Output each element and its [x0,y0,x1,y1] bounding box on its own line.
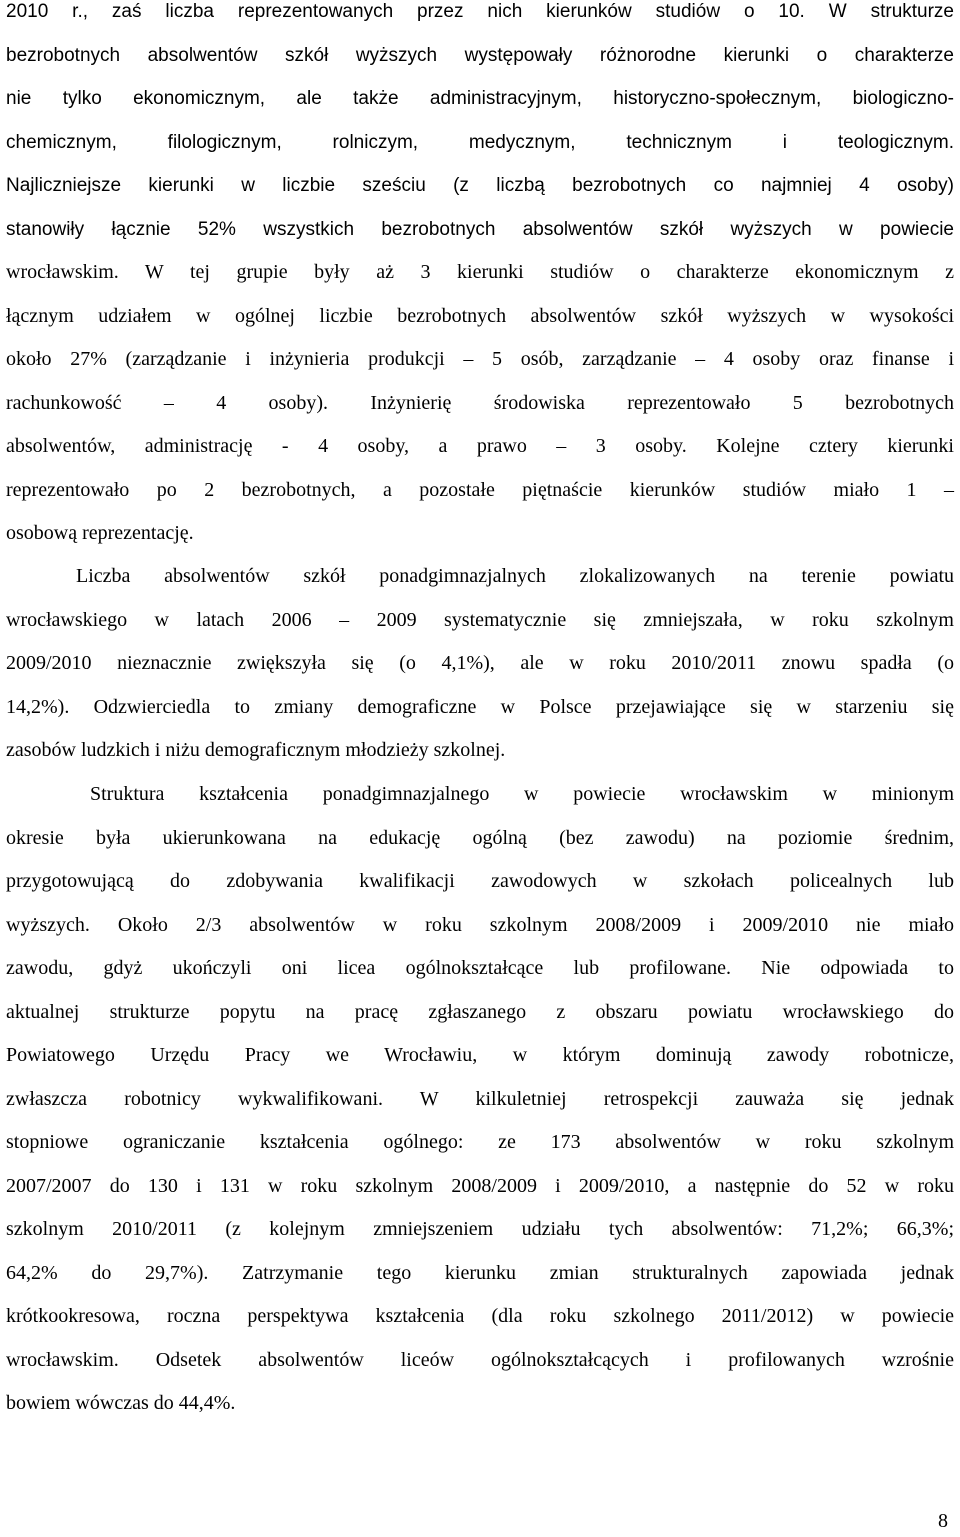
text-line: reprezentowało po 2 bezrobotnych, a pozostałe piętnaście kierunków studiów miało 1 – [6,478,954,501]
text-line: absolwentów, administrację - 4 osoby, a prawo – 3 osoby. Kolejne cztery kierunki [6,435,954,457]
text-line: wrocławskim. Odsetek absolwentów liceów ogólnokształcących i profilowanych wzrośnie [6,1348,954,1371]
text-line: bezrobotnych absolwentów szkół wyższych występowały różnorodne kierunki o charakterze [6,44,954,66]
text-line: 14,2%). Odzwierciedla to zmiany demograficzne w Polsce przejawiające się w starzeniu się [6,695,954,718]
page-number: 8 [938,1510,948,1532]
paragraph-secondary-graduates-count [6,555,954,773]
text-line: chemicznym, filologicznym, rolniczym, medycznym, technicznym i teologicznym. [6,131,954,153]
text-line: szkolnym 2010/2011 (z kolejnym zmniejszeniem udziału tych absolwentów: 71,2%; 66,3%; [6,1218,954,1240]
text-line: aktualnej strukturze popytu na pracę zgłaszanego z obszaru powiatu wrocławskiego do [6,1000,954,1023]
text-line: wyższych. Około 2/3 absolwentów w roku szkolnym 2008/2009 i 2009/2010 nie miało [6,913,954,936]
text-line: stopniowe ograniczanie kształcenia ogólnego: ze 173 absolwentów w roku szkolnym [6,1131,954,1153]
text-line: stanowiły łącznie 52% wszystkich bezrobotnych absolwentów szkół wyższych w powiecie [6,218,954,240]
text-line: Powiatowego Urzędu Pracy we Wrocławiu, w którym dominują zawody robotnicze, [6,1044,954,1066]
text-line: rachunkowość – 4 osoby). Inżynierię środowiska reprezentowało 5 bezrobotnych [6,391,954,414]
text-line: przygotowującą do zdobywania kwalifikacji zawodowych w szkołach policealnych lub [6,870,954,892]
text-line: 2010 r., zaś liczba reprezentowanych przez nich kierunków studiów o 10. W strukturze [6,1,954,22]
text-line: krótkookresowa, roczna perspektywa kształcenia (dla roku szkolnego 2011/2012) w powiecie [6,1305,954,1327]
text-line: 64,2% do 29,7%). Zatrzymanie tego kierunku zmian strukturalnych zapowiada jednak [6,1261,954,1284]
text-line: zwłaszcza robotnicy wykwalifikowani. W kilkuletniej retrospekcji zauważa się jednak [6,1087,954,1110]
text-line: około 27% (zarządzanie i inżynieria produkcji – 5 osób, zarządzanie – 4 osoby oraz finanse i [6,348,954,370]
paragraph-education-structure [6,773,954,1426]
text-line: nie tylko ekonomicznym, ale także administracyjnym, historyczno-społecznym, biologiczno- [6,88,954,109]
text-line: Liczba absolwentów szkół ponadgimnazjalnych zlokalizowanych na terenie powiatu [76,565,954,587]
paragraph-unemployed-graduates [6,0,954,556]
text-line: wrocławskiego w latach 2006 – 2009 systematycznie się zmniejszała, w roku szkolnym [6,608,954,631]
text-line: zasobów ludzkich i niżu demograficznym młodzieży szkolnej. [6,739,506,761]
text-line: zawodu, gdyż ukończyli oni licea ogólnokształcące lub profilowane. Nie odpowiada to [6,957,954,979]
text-line: łącznym udziałem w ogólnej liczbie bezrobotnych absolwentów szkół wyższych w wysokości [6,304,954,327]
text-line: wrocławskim. W tej grupie były aż 3 kierunki studiów o charakterze ekonomicznym z [6,261,954,283]
text-line: osobową reprezentację. [6,522,194,544]
text-line: Struktura kształcenia ponadgimnazjalnego w powiecie wrocławskim w minionym [90,783,954,805]
text-line: 2009/2010 nieznacznie zwiększyła się (o 4,1%), ale w roku 2010/2011 znowu spadła (o [6,652,954,674]
text-line: Najliczniejsze kierunki w liczbie sześciu (z liczbą bezrobotnych co najmniej 4 osoby) [6,175,954,196]
text-line: bowiem wówczas do 44,4%. [6,1392,236,1414]
text-line: 2007/2007 do 130 i 131 w roku szkolnym 2008/2009 i 2009/2010, a następnie do 52 w roku [6,1174,954,1197]
text-line: okresie była ukierunkowana na edukację ogólną (bez zawodu) na poziomie średnim, [6,826,954,849]
